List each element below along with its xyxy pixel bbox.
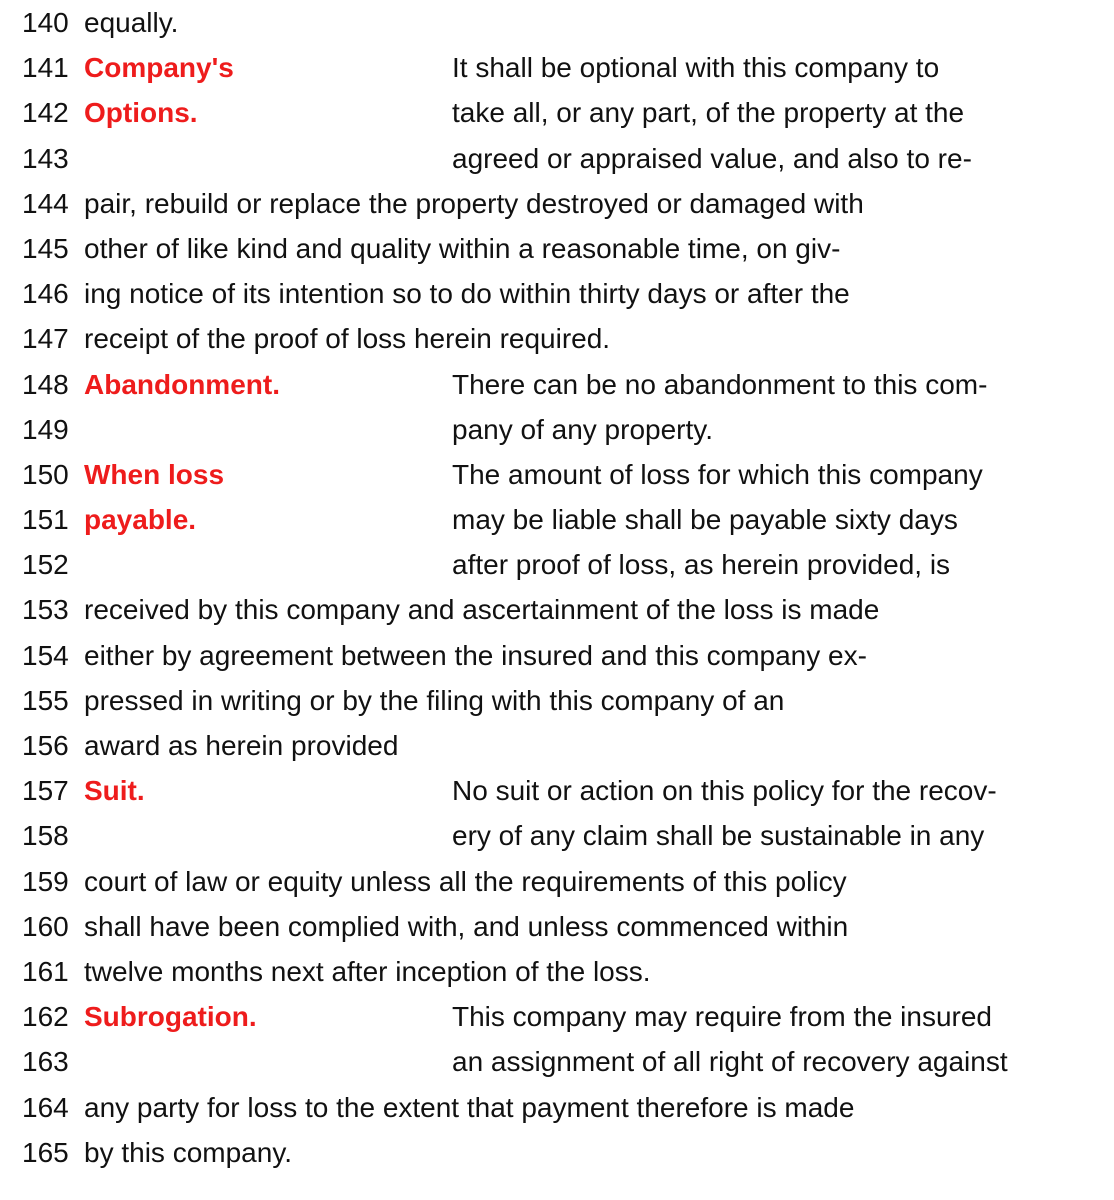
- clause-text: This company may require from the insured: [452, 1001, 992, 1033]
- body-text: other of like kind and quality within a reasonable time, on giv-: [84, 232, 841, 264]
- section-heading: Options.: [84, 97, 198, 129]
- section-heading: Company's: [84, 52, 234, 84]
- section-heading: When loss: [84, 458, 225, 490]
- line-number: 154: [22, 639, 69, 671]
- body-text: any party for loss to the extent that payment therefore is made: [84, 1091, 855, 1123]
- line-number: 164: [22, 1091, 69, 1123]
- line-number: 161: [22, 955, 69, 987]
- body-text: pressed in writing or by the filing with this company of an: [84, 684, 785, 716]
- document-line: [22, 271, 1102, 316]
- line-number: 142: [22, 97, 69, 129]
- document-line: [22, 768, 1102, 813]
- line-number: 151: [22, 504, 69, 536]
- clause-text: It shall be optional with this company to: [452, 52, 940, 84]
- document-line: [22, 452, 1102, 497]
- body-text: pair, rebuild or replace the property destroyed or damaged with: [84, 187, 864, 219]
- document-line: [22, 45, 1102, 90]
- section-heading: payable.: [84, 504, 197, 536]
- line-number: 145: [22, 232, 69, 264]
- line-number: 141: [22, 52, 69, 84]
- line-number: 148: [22, 368, 69, 400]
- clause-text: take all, or any part, of the property at the: [452, 97, 965, 129]
- line-number: 157: [22, 775, 69, 807]
- line-number: 158: [22, 820, 69, 852]
- line-number: 143: [22, 142, 69, 174]
- line-number: 163: [22, 1046, 69, 1078]
- document-line: [22, 136, 1102, 181]
- document-line: [22, 723, 1102, 768]
- document-line: [22, 1130, 1102, 1175]
- body-text: ing notice of its intention so to do within thirty days or after the: [84, 278, 850, 310]
- document-line: [22, 949, 1102, 994]
- line-number: 150: [22, 458, 69, 490]
- clause-text: agreed or appraised value, and also to re-: [452, 142, 972, 174]
- line-number: 160: [22, 910, 69, 942]
- line-number: 156: [22, 730, 69, 761]
- line-number: 149: [22, 413, 69, 445]
- section-heading: Abandonment.: [84, 368, 280, 400]
- document-line: [22, 226, 1102, 271]
- document-line: [22, 633, 1102, 678]
- document-line: [22, 90, 1102, 135]
- document-line: [22, 994, 1102, 1039]
- document-line: [22, 316, 1102, 361]
- document-line: [22, 859, 1102, 904]
- document-line: [22, 497, 1102, 542]
- line-number: 155: [22, 684, 69, 716]
- body-text: equally.: [84, 7, 179, 38]
- line-number: 147: [22, 323, 69, 355]
- line-number: 162: [22, 1001, 69, 1033]
- section-heading: Suit.: [84, 775, 145, 807]
- document-line: [22, 678, 1102, 723]
- line-number: 153: [22, 594, 69, 626]
- section-heading: Subrogation.: [84, 1001, 257, 1033]
- document-line: [22, 1085, 1102, 1130]
- document-line: [22, 407, 1102, 452]
- clause-text: ery of any claim shall be sustainable in any: [452, 820, 985, 852]
- clause-text: pany of any property.: [452, 413, 713, 445]
- document-line: [22, 542, 1102, 587]
- body-text: receipt of the proof of loss herein required.: [84, 323, 611, 355]
- clause-text: No suit or action on this policy for the recov-: [452, 775, 997, 807]
- line-number: 146: [22, 278, 69, 310]
- body-text: award as herein provided: [84, 730, 399, 761]
- line-number: 152: [22, 549, 69, 581]
- body-text: court of law or equity unless all the requirements of this policy: [84, 865, 847, 897]
- line-number: 140: [22, 7, 69, 38]
- policy-text-block: [22, 0, 1102, 1175]
- line-number: 144: [22, 187, 69, 219]
- body-text: shall have been complied with, and unless commenced within: [84, 910, 849, 942]
- document-line: [22, 362, 1102, 407]
- clause-text: There can be no abandonment to this com-: [452, 368, 988, 400]
- document-line: [22, 587, 1102, 632]
- body-text: twelve months next after inception of the loss.: [84, 955, 651, 987]
- clause-text: may be liable shall be payable sixty days: [452, 504, 958, 536]
- clause-text: after proof of loss, as herein provided, is: [452, 549, 951, 581]
- clause-text: The amount of loss for which this company: [452, 458, 983, 490]
- document-line: [22, 904, 1102, 949]
- line-number: 165: [22, 1136, 69, 1168]
- document-line: [22, 181, 1102, 226]
- body-text: received by this company and ascertainment of the loss is made: [84, 594, 880, 626]
- body-text: by this company.: [84, 1136, 293, 1168]
- document-line: [22, 1039, 1102, 1084]
- document-line: [22, 813, 1102, 858]
- clause-text: an assignment of all right of recovery against: [452, 1046, 1008, 1078]
- line-number: 159: [22, 865, 69, 897]
- document-line: [22, 0, 1102, 45]
- body-text: either by agreement between the insured and this company ex-: [84, 639, 867, 671]
